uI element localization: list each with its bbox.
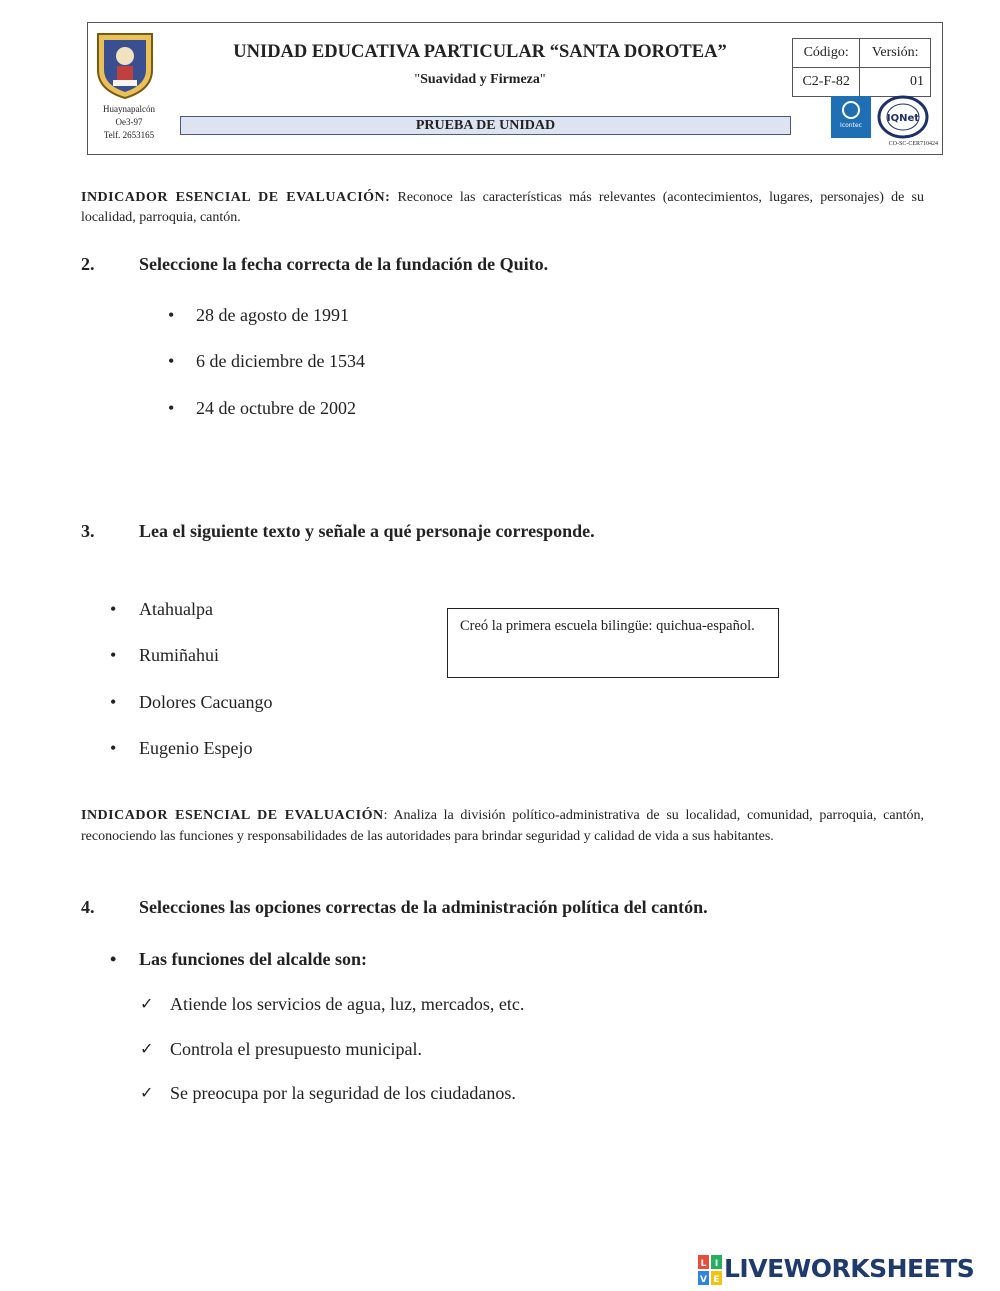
question-4-option-1[interactable] bbox=[140, 994, 560, 1018]
bullet-icon: • bbox=[168, 305, 175, 325]
question-4-text: Selecciones las opciones correctas de la administración política del cantón. bbox=[139, 897, 708, 917]
quote-text-box: Creó la primera escuela bilingüe: quichua-español. bbox=[447, 608, 779, 678]
address-line-2: Oe3-97 bbox=[115, 117, 143, 127]
school-motto bbox=[180, 72, 780, 88]
school-name: UNIDAD EDUCATIVA PARTICULAR “SANTA DOROTEA” bbox=[233, 42, 727, 62]
question-2-text: Seleccione la fecha correcta de la fundación de Quito. bbox=[139, 254, 549, 274]
bullet-icon: • bbox=[110, 645, 117, 665]
option-label: Se preocupa por la seguridad de los ciudadanos. bbox=[170, 1083, 516, 1103]
option-label: 24 de octubre de 2002 bbox=[196, 398, 356, 418]
motto-close-quote: " bbox=[539, 72, 546, 87]
liveworksheets-brand: LIVEWORKSHEETS bbox=[724, 1254, 975, 1283]
version-value: 01 bbox=[860, 68, 931, 97]
bullet-icon: • bbox=[110, 692, 117, 712]
certificate-code: CO-SC-CER710424 bbox=[888, 141, 938, 147]
indicator-1-label: INDICADOR ESENCIAL DE EVALUACIÓN: bbox=[81, 190, 391, 205]
checkmark-icon: ✓ bbox=[140, 994, 154, 1013]
question-3-text: Lea el siguiente texto y señale a qué personaje corresponde. bbox=[139, 521, 595, 541]
motto-text: Suavidad y Firmeza bbox=[420, 72, 540, 87]
option-label: 28 de agosto de 1991 bbox=[196, 305, 349, 325]
logo-letter: L bbox=[700, 1259, 707, 1269]
address-line-3: Telf. 2653165 bbox=[103, 130, 155, 140]
indicator-1-text: Reconoce las características más relevantes (acontecimientos, lugares, personajes) de su localidad, parroquia, cantón. bbox=[81, 190, 924, 225]
question-2-number: 2. bbox=[81, 254, 95, 274]
bullet-icon: • bbox=[110, 599, 117, 619]
iqnet-logo-text: IQNet bbox=[886, 113, 920, 124]
option-label: Dolores Cacuango bbox=[139, 692, 273, 712]
test-title-bar: PRUEBA DE UNIDAD bbox=[180, 116, 791, 135]
indicator-2-label: INDICADOR ESENCIAL DE EVALUACIÓN bbox=[81, 808, 384, 823]
bullet-icon: • bbox=[168, 351, 175, 371]
indicator-1 bbox=[81, 188, 924, 228]
school-crest-icon bbox=[94, 30, 156, 100]
subheading-label: Las funciones del alcalde son: bbox=[139, 949, 368, 969]
indicator-2-text: : Analiza la división político-administrativa de su localidad, comunidad, parroquia, cantón, reconociendo las funciones y responsabilidades de las autoridades para brindar seguridad y calidad de vida a sus habitantes. bbox=[81, 808, 924, 844]
code-label: Código: bbox=[793, 39, 860, 68]
indicator-2 bbox=[81, 805, 924, 847]
checkmark-icon: ✓ bbox=[140, 1083, 154, 1102]
document-code-table bbox=[792, 38, 931, 97]
option-label: Atahualpa bbox=[139, 599, 213, 619]
icontec-certification-logo bbox=[831, 96, 871, 138]
question-3-number: 3. bbox=[81, 521, 95, 541]
version-label: Versión: bbox=[860, 39, 931, 68]
motto-open-quote: " bbox=[414, 72, 421, 87]
iqnet-certification-logo bbox=[877, 95, 929, 139]
liveworksheets-logo-icon bbox=[698, 1255, 722, 1285]
option-label: Atiende los servicios de agua, luz, mercados, etc. bbox=[170, 994, 525, 1014]
question-4-option-2[interactable] bbox=[140, 1039, 560, 1063]
option-label: Eugenio Espejo bbox=[139, 738, 253, 758]
bullet-icon: • bbox=[110, 949, 117, 969]
option-label: Rumiñahui bbox=[139, 645, 219, 665]
checkmark-icon: ✓ bbox=[140, 1039, 154, 1058]
option-label: 6 de diciembre de 1534 bbox=[196, 351, 365, 371]
logo-letter: E bbox=[713, 1275, 720, 1285]
question-4-option-3[interactable] bbox=[140, 1083, 560, 1107]
address-line-1: Huaynapalcón bbox=[103, 104, 155, 114]
logo-letter: V bbox=[700, 1275, 707, 1285]
code-value: C2-F-82 bbox=[793, 68, 860, 97]
logo-letter: I bbox=[714, 1259, 719, 1269]
question-4-number: 4. bbox=[81, 897, 95, 917]
bullet-icon: • bbox=[110, 738, 117, 758]
icontec-logo-text: Icontec bbox=[840, 122, 862, 129]
bullet-icon: • bbox=[168, 398, 175, 418]
option-label: Controla el presupuesto municipal. bbox=[170, 1039, 422, 1059]
